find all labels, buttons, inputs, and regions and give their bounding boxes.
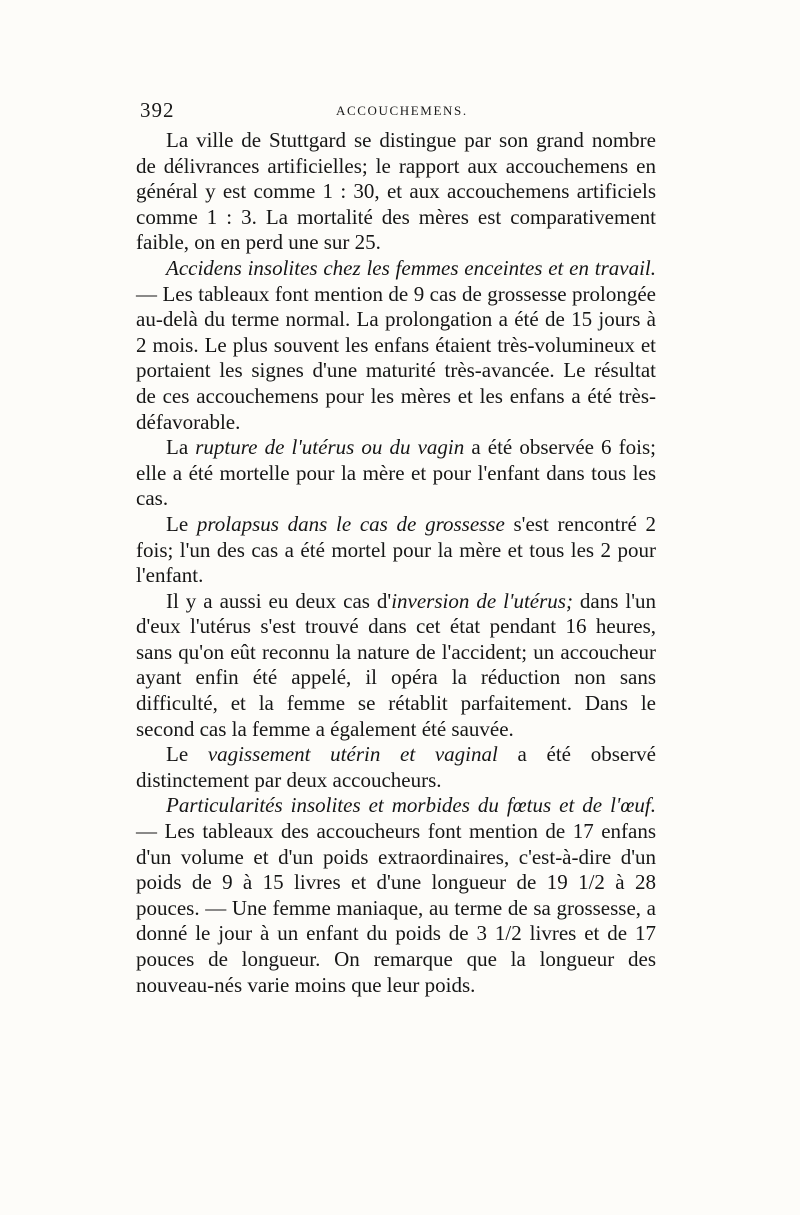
paragraph-vagissement-pre: Le (166, 742, 208, 767)
section-heading-particularites: Particularités insolites et morbides du fœtus et de l'œuf. (166, 793, 656, 818)
page-header (140, 98, 660, 122)
paragraph-accidens (136, 256, 656, 435)
paragraph-inversion-pre: Il y a aussi eu deux cas d' (166, 588, 392, 613)
paragraph-vagissement-text: a été observé distinctement par deux accoucheurs. (136, 742, 656, 792)
paragraph-stuttgard: La ville de Stuttgard se distingue par son grand nombre de délivrances artificielles; le rapport aux accouchemens en général y est comme 1 : 30, et aux accouchemens artificiels comme 1 : 3. La mortalité des mères est comparativement faible, on en perd une sur 25. (136, 128, 656, 255)
paragraph-rupture-pre: La (166, 435, 196, 460)
paragraph-inversion (136, 589, 656, 743)
paragraph-prolapsus-text: s'est rencontré 2 fois; l'un des cas a été mortel pour la mère et tous les 2 pour l'enfant. (136, 511, 656, 588)
body-text (136, 128, 656, 998)
paragraph-prolapsus-pre: Le (166, 511, 197, 536)
page-number: 392 (140, 98, 175, 122)
term-vagissement: vagissement utérin et vaginal (207, 742, 498, 767)
paragraph-particularites (136, 793, 656, 998)
term-inversion: inversion de l'utérus; (391, 588, 573, 613)
term-prolapsus: prolapsus dans le cas de grossesse (196, 511, 505, 536)
paragraph-rupture-text: a été observée 6 fois; elle a été mortelle pour la mère et pour l'enfant dans tous les cas. (136, 435, 656, 511)
term-rupture: rupture de l'utérus ou du vagin (195, 435, 465, 460)
paragraph-rupture (136, 435, 656, 512)
running-head: ACCOUCHEMENS. (336, 103, 468, 118)
paragraph-vagissement (136, 742, 656, 793)
paragraph-inversion-text: dans l'un d'eux l'utérus s'est trouvé dans cet état pendant 16 heures, sans qu'on eût reconnu la nature de l'accident; un accoucheur ayant enfin été appelé, il opéra la réduction non sans difficulté, et la femme se rétablit parfaitement. Dans le second cas la femme a également été sauvée. (136, 588, 657, 741)
section-heading-accidens: Accidens insolites chez les femmes enceintes et en travail. (166, 255, 656, 280)
paragraph-particularites-text: — Les tableaux des accoucheurs font mention de 17 enfans d'un volume et d'un poids extraordinaires, c'est-à-dire d'un poids de 9 à 15 livres et d'une longueur de 19 1/2 à 28 pouces. — Une femme maniaque, au terme de sa grossesse, a donné le jour à un enfant du poids de 3 1/2 livres et de 17 pouces de longueur. On remarque que la longueur des nouveau-nés varie moins que leur poids. (136, 819, 656, 997)
paragraph-accidens-text: — Les tableaux font mention de 9 cas de grossesse prolongée au-delà du terme normal. La prolongation a été de 15 jours à 2 mois. Le plus souvent les enfans étaient très-volumineux et portaient les signes d'une maturité très-avancée. Le résultat de ces accouchemens pour les mères et les enfans a été très-défavorable. (136, 281, 656, 434)
paragraph-prolapsus (136, 512, 656, 589)
